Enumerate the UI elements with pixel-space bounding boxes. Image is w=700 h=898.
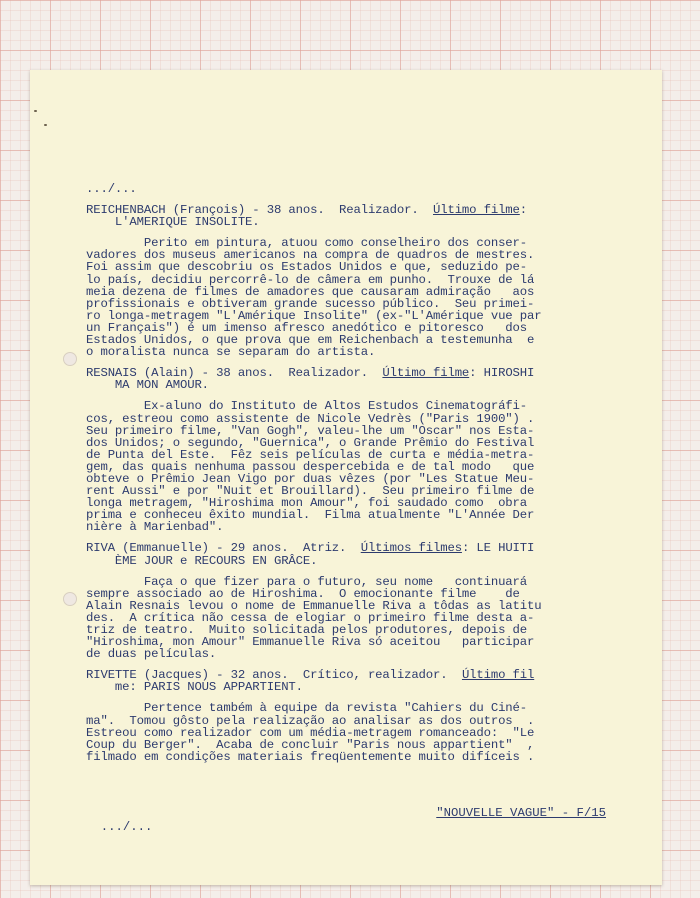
paragraph-line: filmado em condições materiais freqüentemente muito difíceis .	[86, 749, 535, 764]
paragraph-line: obteve o Prêmio Jean Vigo por duas vêzes (por "Les Statue Meu-	[86, 471, 535, 486]
spacer	[86, 763, 626, 772]
entry-heading-line	[86, 681, 626, 693]
footer-continuation: .../...	[100, 820, 153, 834]
entry-heading-line	[86, 555, 626, 567]
paper-speck	[34, 110, 37, 112]
page-footer	[86, 806, 606, 848]
entry-heading-line	[86, 379, 626, 391]
heading-text: MA MON AMOUR.	[86, 378, 209, 393]
underlined-label: Último filme	[433, 203, 520, 218]
punch-hole-bottom	[63, 592, 77, 606]
heading-text: ÈME JOUR e RECOURS EN GRÂCE.	[86, 553, 318, 568]
heading-text: L'AMERIQUE INSOLITE.	[86, 215, 260, 230]
paragraph-line: meia dezena de filmes de amadores que causaram admiração aos	[86, 284, 535, 299]
underlined-label: Último fil	[461, 668, 535, 683]
heading-text: : HIROSHI	[469, 366, 535, 381]
paragraph-line: Faça o que fizer para o futuro, seu nome continuará	[86, 574, 527, 589]
heading-text: me: PARIS NOUS APPARTIENT.	[86, 680, 303, 695]
paragraph-line: "Hiroshima, mon Amour" Emmanuelle Riva só aceitou participar	[86, 635, 535, 650]
paragraph-line: vadores dos museus americanos na compra de quadros de mestres.	[86, 248, 535, 263]
entry-heading-line	[86, 216, 626, 228]
paragraph-line: des. A crítica não cessa de elogiar o primeiro filme desta a-	[86, 610, 535, 625]
paragraph-line: Pertence também à equipe da revista "Cahiers du Ciné-	[86, 701, 527, 716]
entry	[86, 669, 626, 772]
entry	[86, 542, 626, 669]
heading-text: RIVA (Emmanuelle) - 29 anos. Atriz.	[86, 541, 361, 556]
heading-text: RESNAIS (Alain) - 38 anos. Realizador.	[86, 366, 383, 381]
paragraph-line: o moralista nunca se separam do artista.	[86, 345, 376, 360]
underlined-label: Últimos filmes	[360, 541, 462, 556]
paragraph-line: Perito em pintura, atuou como conselheiro dos conser-	[86, 236, 527, 251]
paragraph-line: profissionais e obtiveram grande sucesso público. Seu primei-	[86, 296, 535, 311]
paragraph-line: un Français") é um imenso afresco anedótico e pitoresco dos	[86, 320, 527, 335]
heading-text: REICHENBACH (François) - 38 anos. Realizador.	[86, 203, 434, 218]
heading-text: : LE HUITI	[461, 541, 535, 556]
heading-text: :	[519, 203, 528, 218]
paragraph-line: Estreou como realizador com um média-metragem romanceado: "Le	[86, 725, 535, 740]
paragraph-line: prima e conheceu êxito mundial. Filma atualmente "L'Année Der	[86, 508, 535, 523]
paragraph-line: Estados Unidos, o que prova que em Reichenbach a testemunha e	[86, 333, 535, 348]
paragraph-line: ro longa-metragem "L'Amérique Insolite" (ex-"L'Amérique vue par	[86, 308, 542, 323]
paragraph-line: ma". Tomou gôsto pela realização ao analisar as dos outros .	[86, 713, 535, 728]
paragraph-line: de duas películas.	[86, 647, 217, 662]
paragraph-line: lo país, decidiu percorrê-lo de câmera em punho. Trouxe de lá	[86, 272, 535, 287]
paper-speck	[44, 124, 47, 126]
paragraph-line: longa metragem, "Hiroshima mon Amour", foi saudado como obra	[86, 496, 527, 511]
paragraph-line: Coup du Berger". Acaba de concluir "Paris nous appartient" ,	[86, 737, 535, 752]
paragraph-line: nière à Marienbad".	[86, 520, 224, 535]
entry	[86, 204, 626, 367]
paragraph-line: Seu primeiro filme, "Van Gogh", valeu-lhe um "Oscar" nos Esta-	[86, 423, 535, 438]
paragraph-line: Ex-aluno do Instituto de Altos Estudos Cinematográfi-	[86, 399, 527, 414]
heading-text: RIVETTE (Jacques) - 32 anos. Crítico, realizador.	[86, 668, 462, 683]
paragraph-line: cos, estreou como assistente de Nicole Vedrès ("Paris 1900") .	[86, 411, 535, 426]
entry	[86, 367, 626, 542]
paragraph-line: gem, das quais nenhuma passou despercebida e de tal modo que	[86, 459, 535, 474]
paragraph-line: rent Aussi" e por "Nuit et Brouillard). Seu primeiro filme de	[86, 484, 535, 499]
paragraph-line: sempre associado ao de Hiroshima. O emocionante filme de	[86, 586, 520, 601]
paragraph-line: Foi assim que descobriu os Estados Unidos e que, seduzido pe-	[86, 260, 527, 275]
paragraph-line: de Punta del Este. Fêz seis películas de curta e média-metra-	[86, 447, 535, 462]
paragraph-line: dos Unidos; o segundo, "Guernica", o Grande Prêmio do Festival	[86, 435, 535, 450]
punch-hole-top	[63, 352, 77, 366]
footer-page-reference: "NOUVELLE VAGUE" - F/15	[436, 806, 606, 820]
paragraph-line: Alain Resnais levou o nome de Emmanuelle Riva a tôdas as latitu	[86, 598, 542, 613]
document-text	[86, 183, 626, 772]
underlined-label: Último filme	[382, 366, 470, 381]
paragraph-line: triz de teatro. Muito solicitada pelos produtores, depois de	[86, 623, 527, 637]
continuation-marker: .../...	[86, 182, 137, 196]
